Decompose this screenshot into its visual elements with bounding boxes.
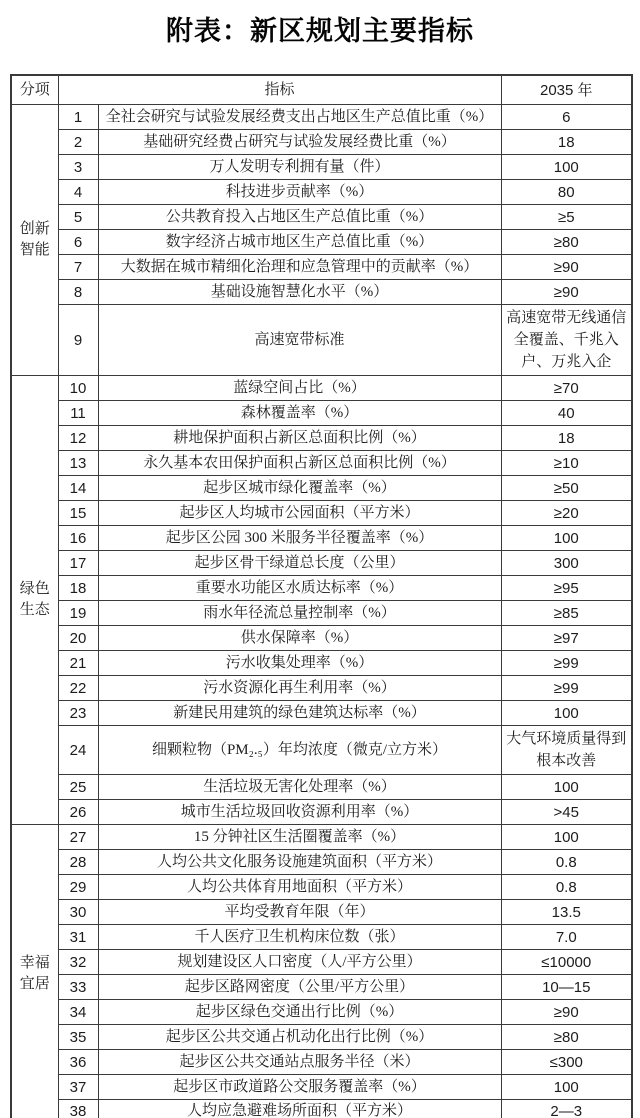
indicator-cell: 永久基本农田保护面积占新区总面积比例（%） (98, 451, 501, 476)
indicator-cell: 科技进步贡献率（%） (98, 180, 501, 205)
table-row (11, 230, 632, 255)
table-row (11, 825, 632, 850)
value-cell: 40 (501, 401, 632, 426)
row-number-cell: 15 (58, 501, 98, 526)
indicator-cell: 万人发明专利拥有量（件） (98, 155, 501, 180)
value-cell: 80 (501, 180, 632, 205)
indicator-cell: 起步区人均城市公园面积（平方米） (98, 501, 501, 526)
table-row (11, 180, 632, 205)
row-number-cell: 8 (58, 280, 98, 305)
row-number-cell: 30 (58, 900, 98, 925)
value-cell: ≥85 (501, 601, 632, 626)
row-number-cell: 34 (58, 1000, 98, 1025)
value-cell: 2—3 (501, 1100, 632, 1118)
row-number-cell: 33 (58, 975, 98, 1000)
indicator-cell: 起步区公园 300 米服务半径覆盖率（%） (98, 526, 501, 551)
table-row (11, 1100, 632, 1118)
indicator-cell: 重要水功能区水质达标率（%） (98, 576, 501, 601)
indicator-cell: 供水保障率（%） (98, 626, 501, 651)
value-cell: 18 (501, 426, 632, 451)
value-cell: ≥90 (501, 1000, 632, 1025)
value-cell: ≥95 (501, 576, 632, 601)
value-cell: 7.0 (501, 925, 632, 950)
indicator-cell: 15 分钟社区生活圈覆盖率（%） (98, 825, 501, 850)
indicator-cell: 规划建设区人口密度（人/平方公里） (98, 950, 501, 975)
row-number-cell: 12 (58, 426, 98, 451)
row-number-cell: 24 (58, 726, 98, 775)
table-row (11, 626, 632, 651)
indicator-cell: 千人医疗卫生机构床位数（张） (98, 925, 501, 950)
table-row (11, 950, 632, 975)
value-cell: 13.5 (501, 900, 632, 925)
table-row (11, 1025, 632, 1050)
indicator-cell: 高速宽带标准 (98, 305, 501, 376)
row-number-cell: 7 (58, 255, 98, 280)
indicator-cell: 起步区公共交通站点服务半径（米） (98, 1050, 501, 1075)
value-cell: ≥90 (501, 280, 632, 305)
indicator-cell: 基础研究经费占研究与试验发展经费比重（%） (98, 130, 501, 155)
value-cell: ≤300 (501, 1050, 632, 1075)
header-indicator: 指标 (58, 75, 501, 105)
value-cell: ≥50 (501, 476, 632, 501)
value-cell: 100 (501, 701, 632, 726)
row-number-cell: 5 (58, 205, 98, 230)
category-cell: 创新智能 (11, 105, 58, 376)
value-cell: 100 (501, 775, 632, 800)
indicator-cell: 起步区公共交通占机动化出行比例（%） (98, 1025, 501, 1050)
table-row (11, 775, 632, 800)
row-number-cell: 19 (58, 601, 98, 626)
indicator-cell: 起步区绿色交通出行比例（%） (98, 1000, 501, 1025)
table-row (11, 551, 632, 576)
indicator-cell: 起步区市政道路公交服务覆盖率（%） (98, 1075, 501, 1100)
row-number-cell: 31 (58, 925, 98, 950)
row-number-cell: 36 (58, 1050, 98, 1075)
value-cell: 300 (501, 551, 632, 576)
table-row (11, 280, 632, 305)
row-number-cell: 2 (58, 130, 98, 155)
header-year-2035: 2035 年 (501, 75, 632, 105)
row-number-cell: 6 (58, 230, 98, 255)
table-row (11, 850, 632, 875)
category-cell: 绿色生态 (11, 376, 58, 825)
indicator-cell: 起步区城市绿化覆盖率（%） (98, 476, 501, 501)
value-cell: ≥70 (501, 376, 632, 401)
indicator-cell: 数字经济占城市地区生产总值比重（%） (98, 230, 501, 255)
table-body (11, 105, 632, 1118)
table-row (11, 1075, 632, 1100)
page-title: 附表：新区规划主要指标 (166, 16, 474, 46)
row-number-cell: 35 (58, 1025, 98, 1050)
table-row (11, 401, 632, 426)
row-number-cell: 10 (58, 376, 98, 401)
row-number-cell: 11 (58, 401, 98, 426)
table-row (11, 476, 632, 501)
value-cell: >45 (501, 800, 632, 825)
row-number-cell: 27 (58, 825, 98, 850)
row-number-cell: 17 (58, 551, 98, 576)
value-cell: ≥99 (501, 651, 632, 676)
row-number-cell: 4 (58, 180, 98, 205)
table-row (11, 105, 632, 130)
row-number-cell: 38 (58, 1100, 98, 1118)
row-number-cell: 29 (58, 875, 98, 900)
table-row (11, 651, 632, 676)
indicator-cell: 城市生活垃圾回收资源利用率（%） (98, 800, 501, 825)
header-row (11, 75, 632, 105)
table-row (11, 526, 632, 551)
table-row (11, 925, 632, 950)
value-cell: 100 (501, 526, 632, 551)
value-cell: 大气环境质量得到根本改善 (501, 726, 632, 775)
indicator-cell: 人均应急避难场所面积（平方米） (98, 1100, 501, 1118)
table-row (11, 255, 632, 280)
table-row (11, 701, 632, 726)
table-row (11, 676, 632, 701)
indicator-cell: 基础设施智慧化水平（%） (98, 280, 501, 305)
table-row (11, 205, 632, 230)
row-number-cell: 1 (58, 105, 98, 130)
table-row (11, 975, 632, 1000)
row-number-cell: 23 (58, 701, 98, 726)
row-number-cell: 20 (58, 626, 98, 651)
row-number-cell: 14 (58, 476, 98, 501)
value-cell: ≥99 (501, 676, 632, 701)
row-number-cell: 26 (58, 800, 98, 825)
table-row (11, 726, 632, 775)
value-cell: 6 (501, 105, 632, 130)
indicator-cell: 雨水年径流总量控制率（%） (98, 601, 501, 626)
indicator-cell: 污水收集处理率（%） (98, 651, 501, 676)
row-number-cell: 37 (58, 1075, 98, 1100)
indicator-cell: 人均公共文化服务设施建筑面积（平方米） (98, 850, 501, 875)
indicator-cell: 起步区路网密度（公里/平方公里） (98, 975, 501, 1000)
table-row (11, 800, 632, 825)
row-number-cell: 21 (58, 651, 98, 676)
indicators-table (10, 74, 633, 1118)
row-number-cell: 25 (58, 775, 98, 800)
table-row (11, 601, 632, 626)
table-row (11, 1050, 632, 1075)
table-row (11, 900, 632, 925)
indicator-cell: 起步区骨干绿道总长度（公里） (98, 551, 501, 576)
value-cell: 高速宽带无线通信全覆盖、千兆入户、万兆入企 (501, 305, 632, 376)
indicator-cell: 污水资源化再生利用率（%） (98, 676, 501, 701)
value-cell: ≥97 (501, 626, 632, 651)
indicator-cell: 蓝绿空间占比（%） (98, 376, 501, 401)
row-number-cell: 22 (58, 676, 98, 701)
indicator-cell: 细颗粒物（PM₂.₅）年均浓度（微克/立方米） (98, 726, 501, 775)
table-row (11, 1000, 632, 1025)
value-cell: ≥20 (501, 501, 632, 526)
value-cell: ≥80 (501, 230, 632, 255)
table-row (11, 376, 632, 401)
indicator-cell: 森林覆盖率（%） (98, 401, 501, 426)
value-cell: 100 (501, 155, 632, 180)
table-row (11, 576, 632, 601)
row-number-cell: 3 (58, 155, 98, 180)
value-cell: ≥80 (501, 1025, 632, 1050)
value-cell: ≥10 (501, 451, 632, 476)
indicator-cell: 全社会研究与试验发展经费支出占地区生产总值比重（%） (98, 105, 501, 130)
value-cell: ≥90 (501, 255, 632, 280)
value-cell: 0.8 (501, 875, 632, 900)
row-number-cell: 16 (58, 526, 98, 551)
header-category: 分项 (11, 75, 58, 105)
table-row (11, 501, 632, 526)
table-row (11, 451, 632, 476)
value-cell: 100 (501, 825, 632, 850)
indicator-cell: 人均公共体育用地面积（平方米） (98, 875, 501, 900)
value-cell: ≥5 (501, 205, 632, 230)
table-row (11, 155, 632, 180)
table-row (11, 305, 632, 376)
indicator-cell: 耕地保护面积占新区总面积比例（%） (98, 426, 501, 451)
row-number-cell: 28 (58, 850, 98, 875)
value-cell: 10—15 (501, 975, 632, 1000)
row-number-cell: 18 (58, 576, 98, 601)
indicator-cell: 大数据在城市精细化治理和应急管理中的贡献率（%） (98, 255, 501, 280)
row-number-cell: 13 (58, 451, 98, 476)
row-number-cell: 9 (58, 305, 98, 376)
value-cell: 18 (501, 130, 632, 155)
indicator-cell: 新建民用建筑的绿色建筑达标率（%） (98, 701, 501, 726)
row-number-cell: 32 (58, 950, 98, 975)
table-row (11, 130, 632, 155)
table-row (11, 875, 632, 900)
indicator-cell: 公共教育投入占地区生产总值比重（%） (98, 205, 501, 230)
value-cell: 100 (501, 1075, 632, 1100)
value-cell: ≤10000 (501, 950, 632, 975)
value-cell: 0.8 (501, 850, 632, 875)
table-row (11, 426, 632, 451)
indicator-cell: 生活垃圾无害化处理率（%） (98, 775, 501, 800)
indicator-cell: 平均受教育年限（年） (98, 900, 501, 925)
category-cell: 幸福宜居 (11, 825, 58, 1118)
